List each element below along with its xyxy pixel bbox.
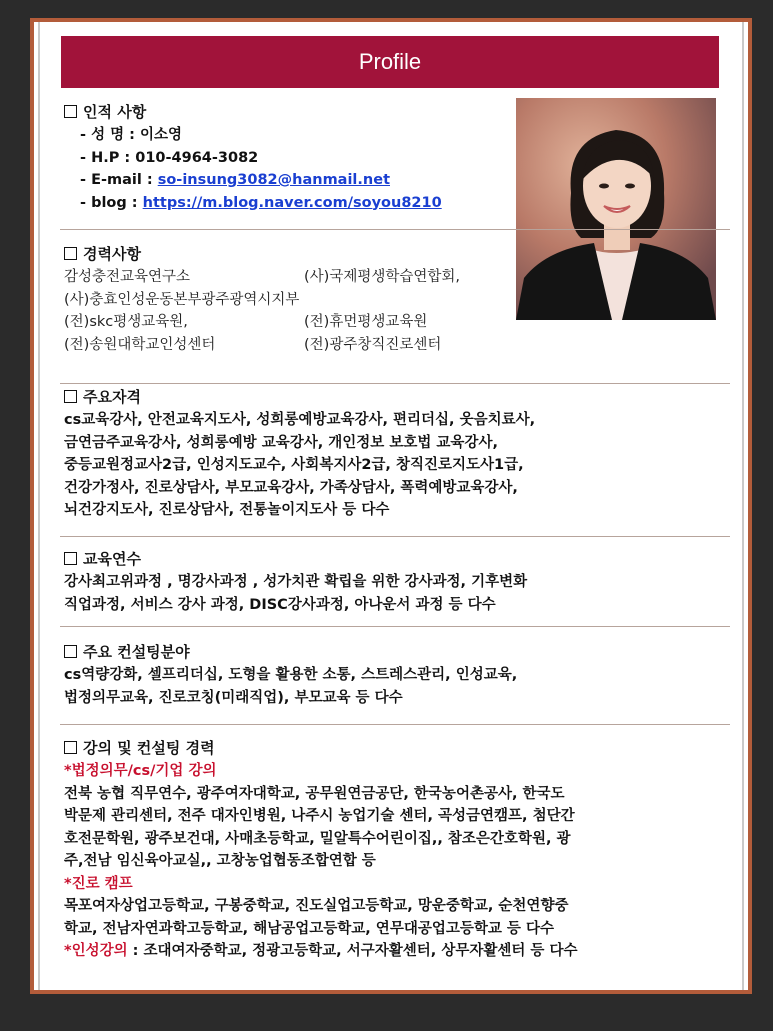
lecture-line-inseong: *인성강의 : 조대여자중학교, 정광고등학교, 서구자활센터, 상무자활센터 등 다수	[64, 943, 578, 959]
lecture-group-title: *인성강의	[64, 943, 128, 959]
checkbox-square-icon	[64, 247, 77, 260]
blog-line: - blog : https://m.blog.naver.com/soyou8210	[80, 194, 442, 211]
consulting-line: cs역량강화, 셀프리더십, 도형을 활용한 소통, 스트레스관리, 인성교육,	[64, 667, 518, 683]
frame-rule-left	[38, 22, 40, 990]
consulting-line: 법정의무교육, 진로코칭(미래직업), 부모교육 등 다수	[64, 689, 403, 706]
profile-header: Profile	[61, 36, 719, 88]
divider-training	[60, 626, 730, 627]
career-row: (전)송원대학교인성센터 (전)광주창직진로센터	[64, 336, 442, 353]
section-title-career: 경력사항	[64, 244, 724, 264]
checkbox-square-icon	[64, 645, 77, 658]
qualification-line: cs교육강사, 안전교육지도사, 성희롱예방교육강사, 편리더십, 웃음치료사,	[64, 412, 536, 428]
lecture-group-title: *법정의무/cs/기업 강의	[64, 763, 217, 779]
blog-link[interactable]: https://m.blog.naver.com/soyou8210	[142, 194, 442, 211]
checkbox-square-icon	[64, 105, 77, 118]
lecture-line: 전북 농협 직무연수, 광주여자대학교, 공무원연금공단, 한국농어촌공사, 한국도	[64, 785, 565, 802]
training-line: 직업과정, 서비스 강사 과정, DISC강사과정, 아나운서 과정 등 다수	[64, 596, 496, 613]
qualification-line: 중등교원정교사2급, 인성지도교수, 사회복지사2급, 창직진로지도사1급,	[64, 457, 524, 473]
section-title-lectures: 강의 및 컨설팅 경력	[64, 738, 724, 758]
section-lectures	[64, 738, 724, 963]
lecture-group-title: *진로 캠프	[64, 875, 133, 892]
profile-frame	[30, 18, 752, 994]
qualification-line: 금연금주교육강사, 성희롱예방 교육강사, 개인정보 보호법 교육강사,	[64, 434, 498, 451]
phone-line: - H.P : 010-4964-3082	[80, 149, 259, 166]
lecture-line: 박문제 관리센터, 전주 대자인병원, 나주시 농업기술 센터, 곡성금연캠프, 첨단간	[64, 808, 575, 824]
section-title-training: 교육연수	[64, 549, 724, 569]
career-row: 감성충전교육연구소 (사)국제평생학습연합회,	[64, 269, 460, 285]
section-title-qualifications: 주요자격	[64, 387, 724, 407]
section-career	[64, 244, 724, 356]
checkbox-square-icon	[64, 741, 77, 754]
lecture-line: 학교, 전남자연과학고등학교, 해남공업고등학교, 연무대공업고등학교 등 다수	[64, 920, 554, 937]
career-row: (전)skc평생교육원, (전)휴먼평생교육원	[64, 314, 428, 330]
email-line: - E-mail : so-insung3082@hanmail.net	[80, 172, 390, 188]
section-consulting	[64, 642, 724, 709]
training-line: 강사최고위과정 , 명강사과정 , 성가치관 확립을 위한 강사과정, 기후변화	[64, 574, 528, 590]
section-title-consulting: 주요 컨설팅분야	[64, 642, 724, 662]
section-personal	[64, 102, 724, 214]
name-line: - 성 명 : 이소영	[80, 127, 183, 143]
lecture-line: 주,전남 임신육아교실,, 고창농업협동조합연합 등	[64, 853, 376, 869]
divider-career	[60, 383, 730, 384]
divider-consulting	[60, 724, 730, 725]
checkbox-square-icon	[64, 552, 77, 565]
divider-qualifications	[60, 536, 730, 537]
lecture-line: 목포여자상업고등학교, 구봉중학교, 진도실업고등학교, 망운중학교, 순천연향중	[64, 898, 569, 914]
email-link[interactable]: so-insung3082@hanmail.net	[157, 172, 390, 188]
divider-personal	[60, 229, 730, 230]
frame-rule-right	[742, 22, 744, 990]
lecture-line: 호전문학원, 광주보건대, 사매초등학교, 밀알특수어린이집,, 참조은간호학원, 광	[64, 830, 571, 847]
qualification-line: 건강가정사, 진로상담사, 부모교육강사, 가족상담사, 폭력예방교육강사,	[64, 479, 518, 496]
career-row: (사)충효인성운동본부광주광역시지부	[64, 291, 300, 308]
section-training	[64, 549, 724, 616]
qualification-line: 뇌건강지도사, 진로상담사, 전통놀이지도사 등 다수	[64, 502, 390, 518]
section-qualifications	[64, 387, 724, 522]
phone-number: 010-4964-3082	[135, 149, 259, 166]
section-title-personal: 인적 사항	[64, 102, 724, 122]
checkbox-square-icon	[64, 390, 77, 403]
